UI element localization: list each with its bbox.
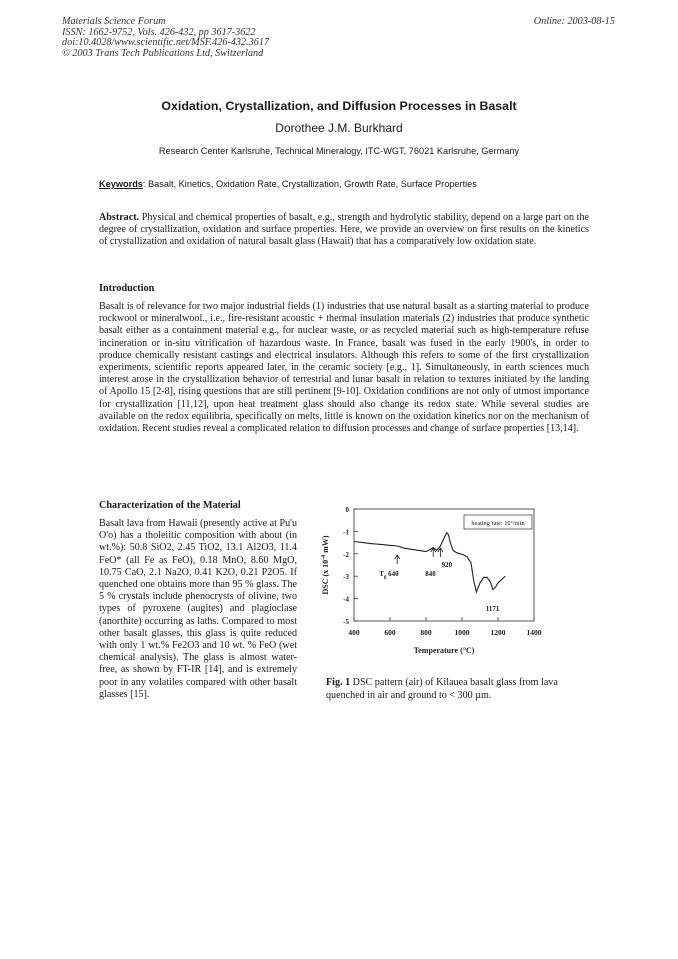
x-tick-label: 1000 (454, 628, 470, 637)
online-date: Online: 2003-08-15 (533, 16, 615, 27)
keywords-line (99, 179, 589, 189)
keywords-text: : Basalt, Kinetics, Oxidation Rate, Crystallization, Growth Rate, Surface Properties (142, 179, 477, 189)
y-tick-label: -3 (343, 573, 349, 582)
y-tick-label: 0 (345, 506, 349, 514)
annotation-1171: 1171 (485, 605, 500, 613)
figure-label: Fig. 1 (326, 677, 351, 688)
annotation-tg: $T_g$ 640 (379, 570, 399, 580)
y-tick-label: -5 (343, 618, 349, 626)
dsc-series-line (354, 533, 505, 592)
abstract-label: Abstract. (99, 212, 140, 223)
introduction-heading: Introduction (99, 283, 155, 294)
journal-name: Materials Science Forum (62, 16, 166, 27)
x-axis-label: Temperature (°C) (413, 646, 475, 655)
annotation-840: 840 (425, 570, 436, 578)
characterization-heading: Characterization of the Material (99, 500, 241, 511)
x-tick-label: 1400 (526, 628, 542, 637)
figure-caption (326, 677, 558, 702)
abstract-paragraph (99, 212, 589, 249)
x-tick-label: 800 (420, 628, 432, 637)
paper-affiliation: Research Center Karlsruhe, Technical Mineralogy, ITC-WGT, 76021 Karlsruhe, Germany (158, 146, 520, 156)
paper-title: Oxidation, Crystallization, and Diffusion Processes in Basalt (161, 99, 517, 113)
introduction-text: Basalt is of relevance for two major industrial fields (1) industries that use natural basalt as a starting material to produce rockwool or mineralwool., i.e., fire-resistant acoustic + thermal insulation materials (2) industries that produce synthetic basalt either as a containment material e.g., for nuclear waste, or as recycled material such as high-temperature refuse incineration or in-situ vitrification of hazardous waste. In France, basalt was fused in the early 1900's, in order to produce chemically resistant castings and electrical insulators. Although this refers to some of the first crystallization experiments, scientific reports appeared later, in the ceramic society [e.g., 1]. Simultaneously, in earth sciences much interest arose in the crystallization behavior of terrestrial and lunar basalt in relation to textures initiated by the landing of Apollo 15 [2-8], rising questions that are still pertinent [9-10]. Oxidation conditions are not only of utmost importance for crystallization [11,12], upon heat treatment glass should also change its redox state. While several studies are available on the redox equilibria, specifically on melts, little is known on the oxidation kinetics nor on the mechanism of oxidation. Recent studies reveal a complicated relation to diffusion processes and change of surface properties [13,14]. (99, 301, 589, 435)
keywords-label: Keywords (99, 179, 143, 189)
y-tick-label: -4 (343, 595, 349, 604)
characterization-text: Basalt lava from Hawaii (presently active at Pu'u O'o) has a tholeiitic composition with about (in wt.%): 50.8 SiO2, 2.45 TiO2, 13.1 Al2O3, 11.4 FeO* (all Fe as FeO), 0.18 MnO, 8.60 MgO, 10.75 CaO, 2.1 Na2O, 0.41 K2O, 0.21 P2O5. If quenched one obtains more than 95 % glass. The 5 % crystals include phenocrysts of olivine, two types of pyroxene (augites) and plagioclase (anorthite) occurring as laths. Compared to most other basalt glasses, this glass is quite reduced with only 1 wt.% Fe2O3 and 10 wt. % FeO (wet chemical analysis). The glass is almost water-free, as shown by FT-IR [14], and is extremely poor in any volatiles compared with other basalt glasses [15]. (99, 518, 297, 700)
figure-caption-text: DSC pattern (air) of Kilauea basalt glass from lava quenched in air and ground to < 300 µm. (326, 677, 558, 701)
doi-line: doi:10.4028/www.scientific.net/MSF.426-432.3617 (62, 37, 270, 48)
annotation-920: 920 (441, 561, 453, 569)
copyright-line: © 2003 Trans Tech Publications Ltd, Switzerland (62, 47, 264, 59)
issn-line: ISSN: 1662-9752, Vols. 426-432, pp 3617-3622 (62, 26, 256, 38)
x-tick-label: 600 (384, 628, 396, 637)
x-tick-label: 1200 (490, 628, 506, 637)
y-tick-label: -2 (343, 550, 349, 559)
y-axis-label: DSC (x $10^{-4}$ mW) (321, 535, 330, 595)
dsc-chart-svg (318, 495, 554, 670)
x-tick-label: 400 (348, 628, 360, 637)
legend-text: heating rate: 10°/min (471, 520, 525, 527)
dsc-chart (318, 495, 554, 670)
journal-header (62, 17, 269, 59)
abstract-text: Physical and chemical properties of basalt, e.g., strength and hydrolytic stability, depend on a large part on the degree of crystallization, oxidation and surface properties. Here, we provide an overview on first results on the kinetics of crystallization and oxidation of natural basalt glass (Hawaii) that has a comparatively low oxidation state. (99, 212, 589, 248)
y-tick-label: -1 (343, 528, 349, 537)
paper-author: Dorothee J.M. Burkhard (275, 121, 403, 135)
